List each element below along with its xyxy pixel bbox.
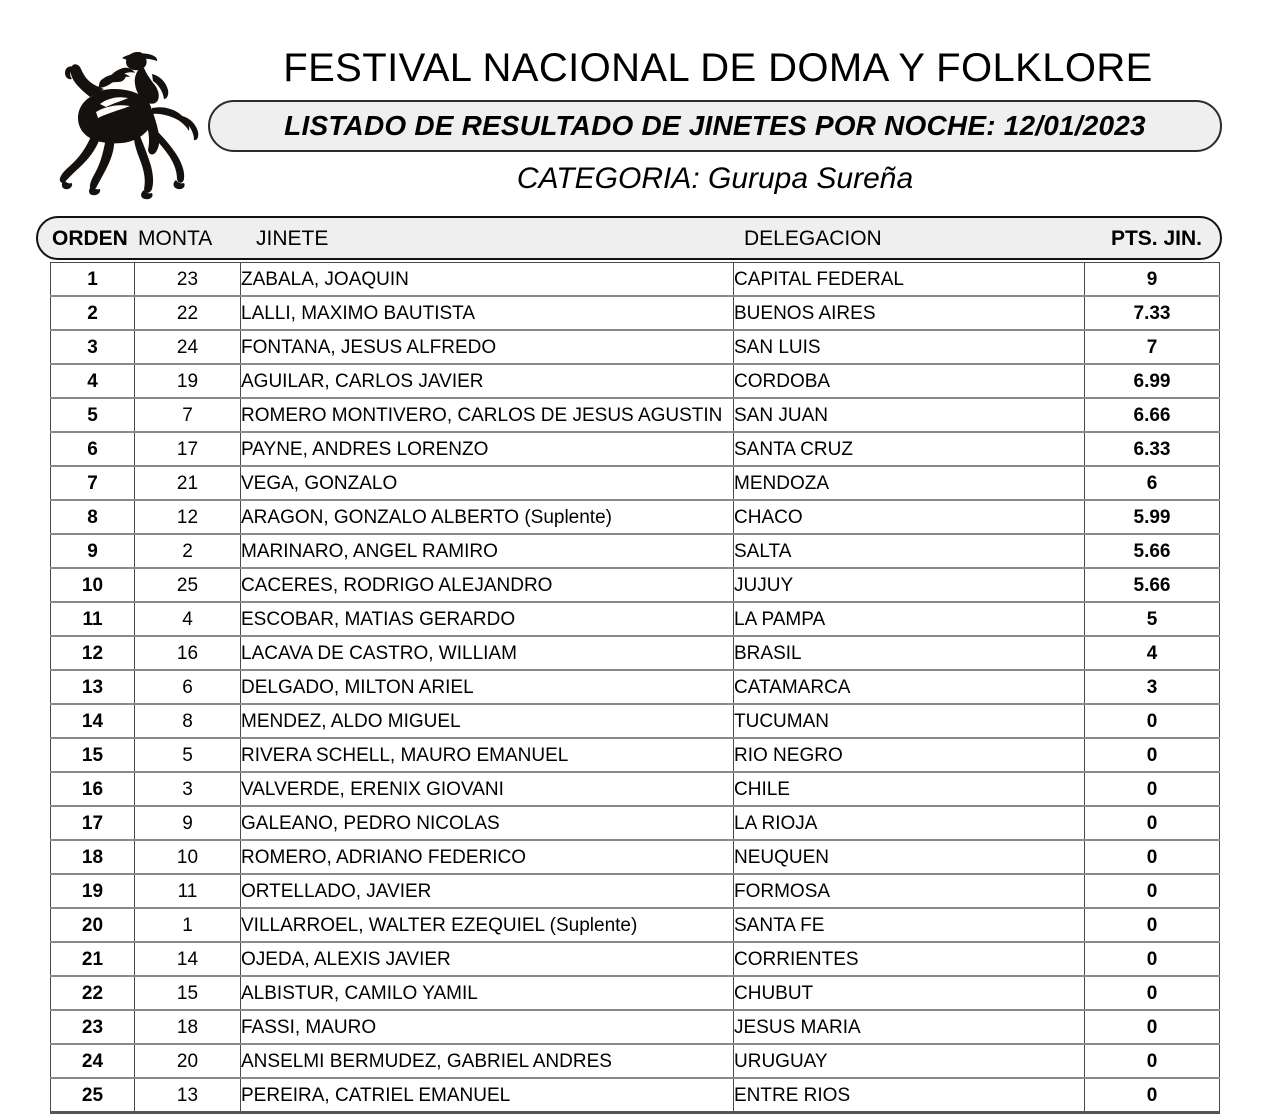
cell-monta: 3 — [135, 772, 241, 806]
cell-pts-jin: 0 — [1085, 1010, 1220, 1044]
gaucho-rider-logo — [56, 34, 208, 204]
cell-jinete: DELGADO, MILTON ARIEL — [241, 670, 734, 704]
cell-jinete: CACERES, RODRIGO ALEJANDRO — [241, 568, 734, 602]
cell-delegacion: RIO NEGRO — [734, 738, 1085, 772]
cell-jinete: ALBISTUR, CAMILO YAMIL — [241, 976, 734, 1010]
cell-delegacion: LA PAMPA — [734, 602, 1085, 636]
table-row — [51, 1010, 1220, 1044]
cell-pts-jin: 0 — [1085, 738, 1220, 772]
cell-delegacion: BRASIL — [734, 636, 1085, 670]
cell-monta: 4 — [135, 602, 241, 636]
cell-pts-jin: 0 — [1085, 976, 1220, 1010]
table-row — [51, 976, 1220, 1010]
cell-orden: 13 — [51, 670, 135, 704]
cell-pts-jin: 5.66 — [1085, 568, 1220, 602]
subtitle-text: LISTADO DE RESULTADO DE JINETES POR NOCHE: 12/01/2023 — [284, 110, 1146, 141]
table-row — [51, 874, 1220, 908]
cell-monta: 11 — [135, 874, 241, 908]
cell-pts-jin: 6.33 — [1085, 432, 1220, 466]
cell-jinete: ROMERO MONTIVERO, CARLOS DE JESUS AGUSTIN — [241, 398, 734, 432]
cell-pts-jin: 6.99 — [1085, 364, 1220, 398]
cell-monta: 10 — [135, 840, 241, 874]
table-row — [51, 942, 1220, 976]
cell-delegacion: CORDOBA — [734, 364, 1085, 398]
subtitle-banner — [208, 100, 1222, 152]
cell-jinete: AGUILAR, CARLOS JAVIER — [241, 364, 734, 398]
cell-pts-jin: 9 — [1085, 263, 1220, 297]
table-row — [51, 398, 1220, 432]
cell-monta: 24 — [135, 330, 241, 364]
cell-monta: 6 — [135, 670, 241, 704]
cell-delegacion: FORMOSA — [734, 874, 1085, 908]
results-table — [50, 262, 1220, 1114]
table-header-row — [36, 216, 1222, 260]
cell-monta: 12 — [135, 500, 241, 534]
cell-monta: 23 — [135, 263, 241, 297]
cell-jinete: VILLARROEL, WALTER EZEQUIEL (Suplente) — [241, 908, 734, 942]
cell-monta: 9 — [135, 806, 241, 840]
cell-jinete: ARAGON, GONZALO ALBERTO (Suplente) — [241, 500, 734, 534]
column-header-jinete: JINETE — [256, 227, 329, 249]
cell-orden: 10 — [51, 568, 135, 602]
table-row — [51, 772, 1220, 806]
cell-pts-jin: 7 — [1085, 330, 1220, 364]
cell-jinete: FONTANA, JESUS ALFREDO — [241, 330, 734, 364]
cell-orden: 8 — [51, 500, 135, 534]
cell-delegacion: CAPITAL FEDERAL — [734, 263, 1085, 297]
cell-pts-jin: 0 — [1085, 772, 1220, 806]
cell-monta: 5 — [135, 738, 241, 772]
cell-delegacion: URUGUAY — [734, 1044, 1085, 1078]
cell-jinete: ZABALA, JOAQUIN — [241, 263, 734, 297]
table-row — [51, 1078, 1220, 1113]
table-row — [51, 1044, 1220, 1078]
category-label: CATEGORIA: Gurupa Sureña — [516, 162, 914, 195]
cell-orden: 25 — [51, 1078, 135, 1113]
table-row — [51, 806, 1220, 840]
cell-delegacion: CORRIENTES — [734, 942, 1085, 976]
table-row — [51, 330, 1220, 364]
cell-orden: 6 — [51, 432, 135, 466]
cell-pts-jin: 5 — [1085, 602, 1220, 636]
cell-delegacion: SAN LUIS — [734, 330, 1085, 364]
cell-pts-jin: 0 — [1085, 874, 1220, 908]
cell-jinete: ANSELMI BERMUDEZ, GABRIEL ANDRES — [241, 1044, 734, 1078]
cell-delegacion: SALTA — [734, 534, 1085, 568]
cell-delegacion: CHUBUT — [734, 976, 1085, 1010]
cell-delegacion: LA RIOJA — [734, 806, 1085, 840]
cell-orden: 19 — [51, 874, 135, 908]
column-header-pts-jin: PTS. JIN. — [1110, 227, 1202, 249]
cell-orden: 23 — [51, 1010, 135, 1044]
cell-orden: 22 — [51, 976, 135, 1010]
cell-delegacion: CATAMARCA — [734, 670, 1085, 704]
cell-pts-jin: 0 — [1085, 1078, 1220, 1113]
cell-monta: 7 — [135, 398, 241, 432]
cell-orden: 2 — [51, 296, 135, 330]
cell-orden: 12 — [51, 636, 135, 670]
cell-monta: 1 — [135, 908, 241, 942]
cell-pts-jin: 0 — [1085, 1044, 1220, 1078]
cell-monta: 25 — [135, 568, 241, 602]
cell-monta: 14 — [135, 942, 241, 976]
table-row — [51, 670, 1220, 704]
cell-monta: 22 — [135, 296, 241, 330]
cell-orden: 16 — [51, 772, 135, 806]
cell-pts-jin: 7.33 — [1085, 296, 1220, 330]
cell-delegacion: SANTA FE — [734, 908, 1085, 942]
cell-jinete: RIVERA SCHELL, MAURO EMANUEL — [241, 738, 734, 772]
cell-monta: 13 — [135, 1078, 241, 1113]
cell-orden: 7 — [51, 466, 135, 500]
cell-jinete: FASSI, MAURO — [241, 1010, 734, 1044]
table-row — [51, 263, 1220, 297]
column-header-orden: ORDEN — [52, 227, 128, 249]
cell-delegacion: SANTA CRUZ — [734, 432, 1085, 466]
cell-pts-jin: 0 — [1085, 908, 1220, 942]
table-row — [51, 738, 1220, 772]
cell-pts-jin: 0 — [1085, 840, 1220, 874]
cell-orden: 17 — [51, 806, 135, 840]
cell-delegacion: JUJUY — [734, 568, 1085, 602]
table-row — [51, 568, 1220, 602]
cell-delegacion: ENTRE RIOS — [734, 1078, 1085, 1113]
table-row — [51, 908, 1220, 942]
cell-monta: 8 — [135, 704, 241, 738]
cell-orden: 20 — [51, 908, 135, 942]
cell-jinete: OJEDA, ALEXIS JAVIER — [241, 942, 734, 976]
cell-jinete: PEREIRA, CATRIEL EMANUEL — [241, 1078, 734, 1113]
cell-orden: 3 — [51, 330, 135, 364]
cell-monta: 17 — [135, 432, 241, 466]
cell-pts-jin: 0 — [1085, 806, 1220, 840]
cell-monta: 15 — [135, 976, 241, 1010]
cell-jinete: ORTELLADO, JAVIER — [241, 874, 734, 908]
cell-pts-jin: 5.66 — [1085, 534, 1220, 568]
cell-delegacion: NEUQUEN — [734, 840, 1085, 874]
cell-monta: 20 — [135, 1044, 241, 1078]
cell-pts-jin: 3 — [1085, 670, 1220, 704]
cell-jinete: VALVERDE, ERENIX GIOVANI — [241, 772, 734, 806]
table-row — [51, 840, 1220, 874]
cell-orden: 18 — [51, 840, 135, 874]
results-table-container — [0, 216, 1272, 1114]
cell-delegacion: JESUS MARIA — [734, 1010, 1085, 1044]
table-row — [51, 704, 1220, 738]
cell-delegacion: CHACO — [734, 500, 1085, 534]
cell-delegacion: TUCUMAN — [734, 704, 1085, 738]
cell-jinete: ESCOBAR, MATIAS GERARDO — [241, 602, 734, 636]
table-row — [51, 432, 1220, 466]
table-row — [51, 364, 1220, 398]
cell-monta: 19 — [135, 364, 241, 398]
table-row — [51, 636, 1220, 670]
cell-jinete: PAYNE, ANDRES LORENZO — [241, 432, 734, 466]
cell-jinete: GALEANO, PEDRO NICOLAS — [241, 806, 734, 840]
cell-monta: 16 — [135, 636, 241, 670]
cell-orden: 24 — [51, 1044, 135, 1078]
cell-pts-jin: 4 — [1085, 636, 1220, 670]
cell-jinete: LACAVA DE CASTRO, WILLIAM — [241, 636, 734, 670]
column-header-monta: MONTA — [138, 227, 213, 249]
cell-orden: 21 — [51, 942, 135, 976]
cell-pts-jin: 0 — [1085, 704, 1220, 738]
cell-delegacion: BUENOS AIRES — [734, 296, 1085, 330]
cell-orden: 15 — [51, 738, 135, 772]
cell-pts-jin: 6.66 — [1085, 398, 1220, 432]
table-row — [51, 466, 1220, 500]
table-row — [51, 500, 1220, 534]
cell-pts-jin: 5.99 — [1085, 500, 1220, 534]
cell-jinete: MENDEZ, ALDO MIGUEL — [241, 704, 734, 738]
cell-jinete: MARINARO, ANGEL RAMIRO — [241, 534, 734, 568]
cell-delegacion: MENDOZA — [734, 466, 1085, 500]
table-row — [51, 534, 1220, 568]
cell-pts-jin: 0 — [1085, 942, 1220, 976]
column-header-delegacion: DELEGACION — [744, 227, 882, 249]
cell-orden: 1 — [51, 263, 135, 297]
cell-monta: 21 — [135, 466, 241, 500]
cell-orden: 9 — [51, 534, 135, 568]
cell-monta: 18 — [135, 1010, 241, 1044]
cell-orden: 5 — [51, 398, 135, 432]
cell-delegacion: SAN JUAN — [734, 398, 1085, 432]
cell-jinete: ROMERO, ADRIANO FEDERICO — [241, 840, 734, 874]
cell-orden: 4 — [51, 364, 135, 398]
cell-pts-jin: 6 — [1085, 466, 1220, 500]
cell-orden: 11 — [51, 602, 135, 636]
cell-delegacion: CHILE — [734, 772, 1085, 806]
cell-monta: 2 — [135, 534, 241, 568]
cell-jinete: LALLI, MAXIMO BAUTISTA — [241, 296, 734, 330]
table-row — [51, 296, 1220, 330]
page-title: FESTIVAL NACIONAL DE DOMA Y FOLKLORE — [283, 46, 1153, 90]
cell-jinete: VEGA, GONZALO — [241, 466, 734, 500]
cell-orden: 14 — [51, 704, 135, 738]
table-row — [51, 602, 1220, 636]
page-header — [0, 0, 1272, 212]
